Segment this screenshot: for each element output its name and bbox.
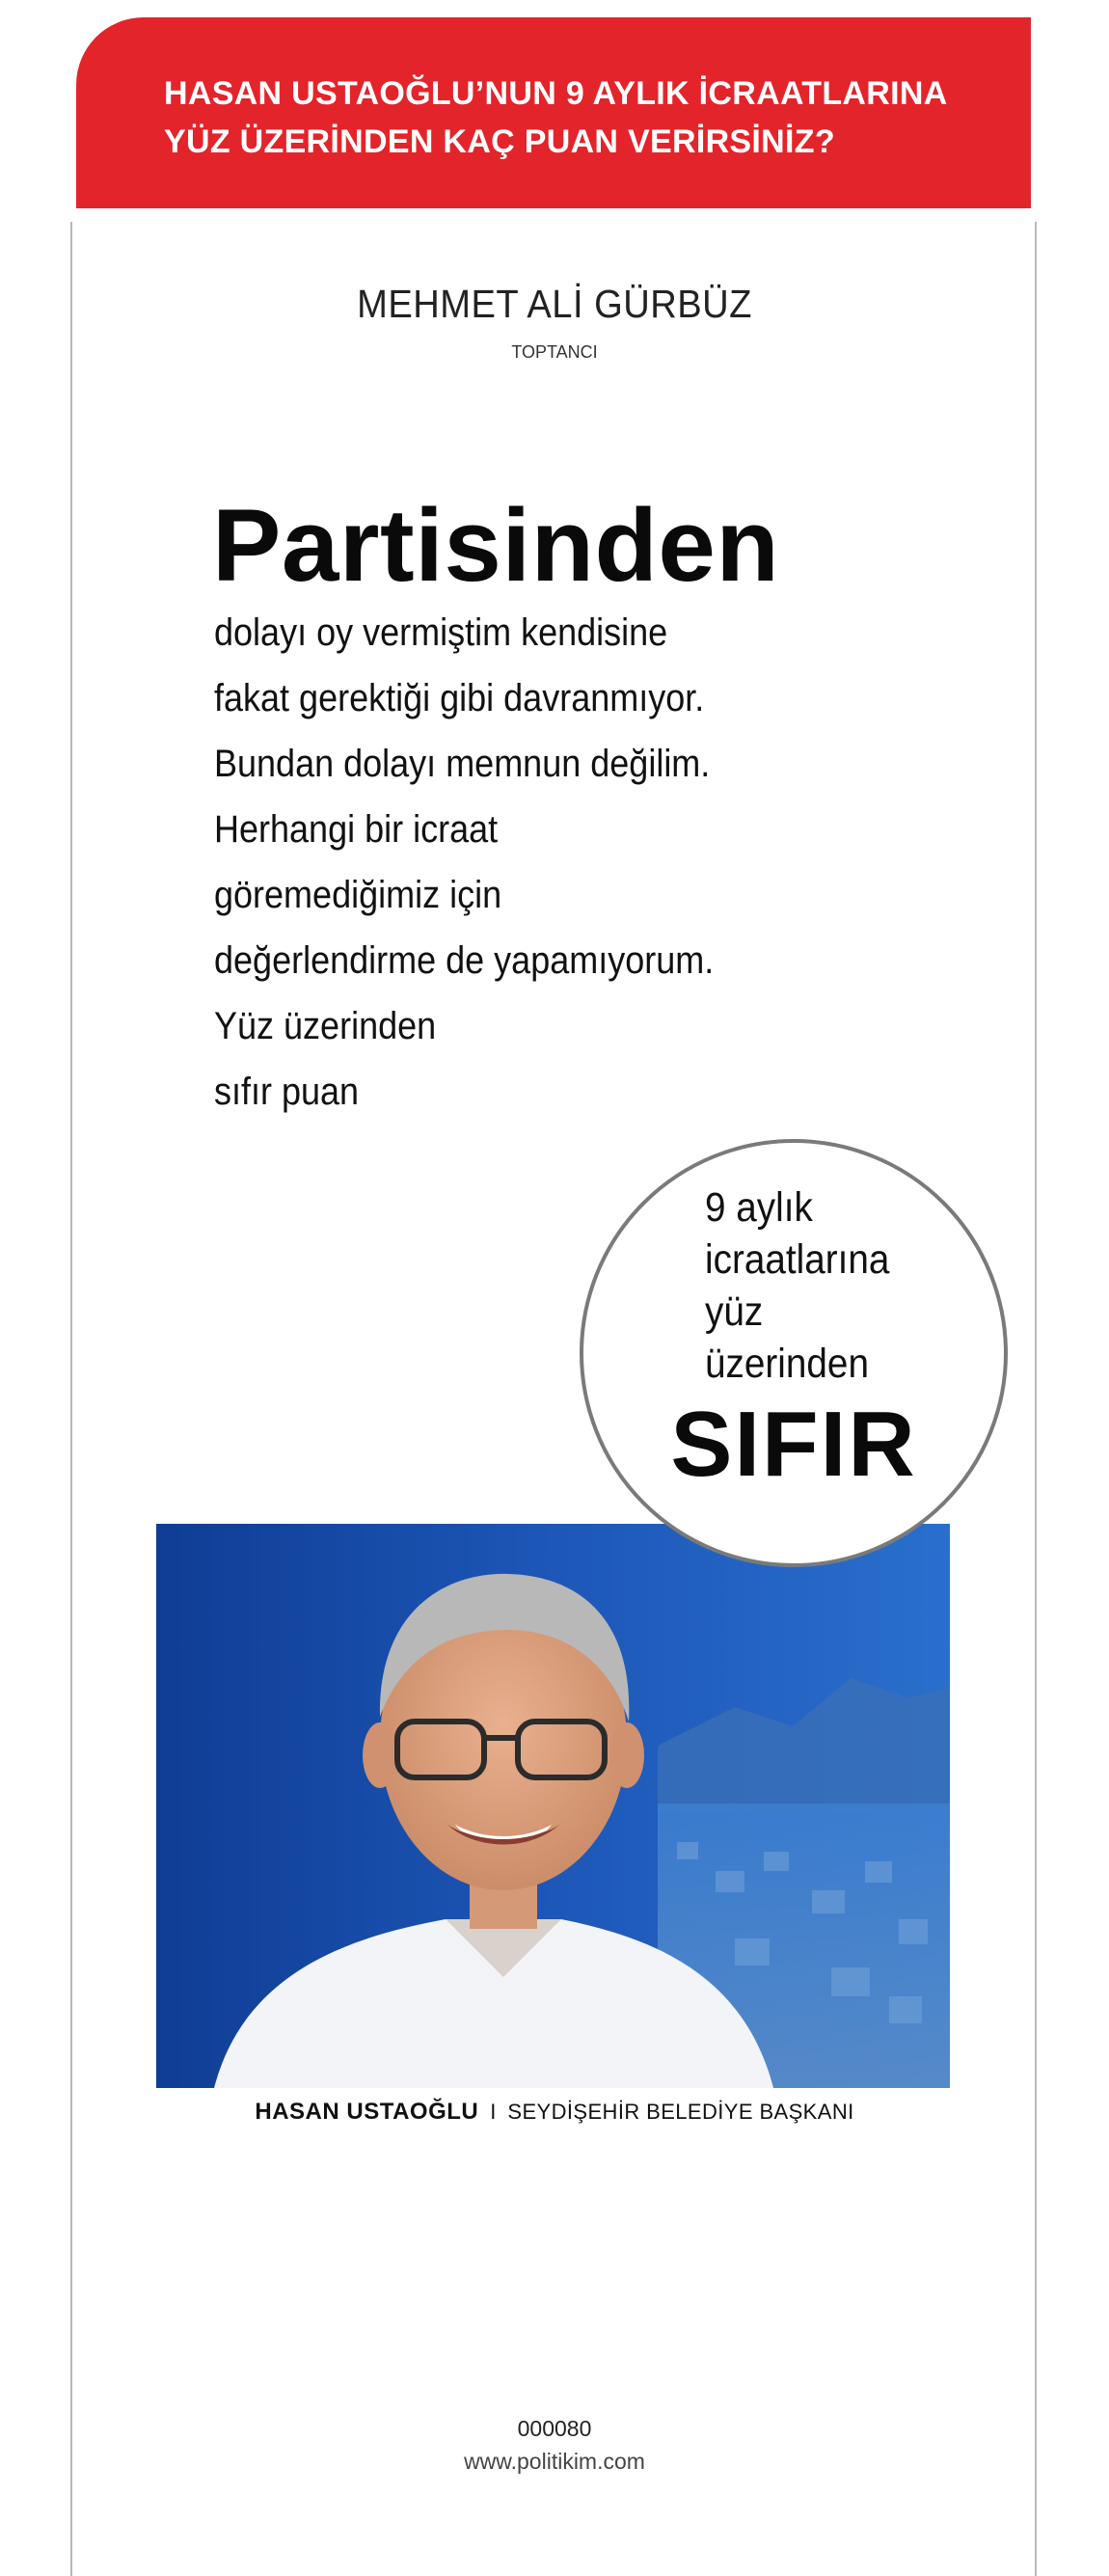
score-badge-line: icraatlarına xyxy=(705,1236,890,1283)
score-badge-text xyxy=(705,1181,910,1390)
quote-line: Yüz üzerinden xyxy=(214,1005,437,1047)
quote-line: Herhangi bir icraat xyxy=(214,808,499,851)
score-badge-line: üzerinden xyxy=(705,1341,869,1387)
quote-line: sıfır puan xyxy=(214,1071,360,1113)
question-line-1: HASAN USTAOĞLU’NUN 9 AYLIK İCRAATLARINA xyxy=(164,75,948,112)
score-value: SIFIR xyxy=(670,1393,917,1496)
quote-line: değerlendirme de yapamıyorum. xyxy=(214,939,715,982)
score-badge-line: yüz xyxy=(705,1288,764,1335)
caption-separator: I xyxy=(490,2100,497,2124)
right-frame-line xyxy=(1035,222,1037,2576)
question-line-2: YÜZ ÜZERİNDEN KAÇ PUAN VERİRSİNİZ? xyxy=(164,123,835,160)
portrait-illustration xyxy=(156,1524,950,2088)
score-badge-line: 9 aylık xyxy=(705,1184,813,1231)
quote-headline: Partisinden xyxy=(212,487,780,603)
quote-body xyxy=(214,600,812,1125)
caption-title: SEYDİŞEHİR BELEDİYE BAŞKANI xyxy=(507,2100,854,2124)
quote-line: dolayı oy vermiştim kendisine xyxy=(214,611,668,654)
question-heading xyxy=(164,69,1013,166)
author-role: TOPTANCI xyxy=(511,342,598,362)
left-frame-line xyxy=(70,222,72,2576)
quote-line: Bundan dolayı memnun değilim. xyxy=(214,743,711,785)
caption-name: HASAN USTAOĞLU xyxy=(255,2099,479,2125)
author-name: MEHMET ALİ GÜRBÜZ xyxy=(357,282,752,326)
footer-website-link[interactable]: www.politikim.com xyxy=(464,2449,645,2474)
score-badge xyxy=(580,1139,1008,1567)
quote-line: göremediğimiz için xyxy=(214,874,502,916)
footer-code: 000080 xyxy=(517,2416,592,2441)
quote-line: fakat gerektiği gibi davranmıyor. xyxy=(214,677,705,719)
photo-caption xyxy=(0,2099,1109,2126)
mayor-portrait-photo xyxy=(156,1524,950,2088)
